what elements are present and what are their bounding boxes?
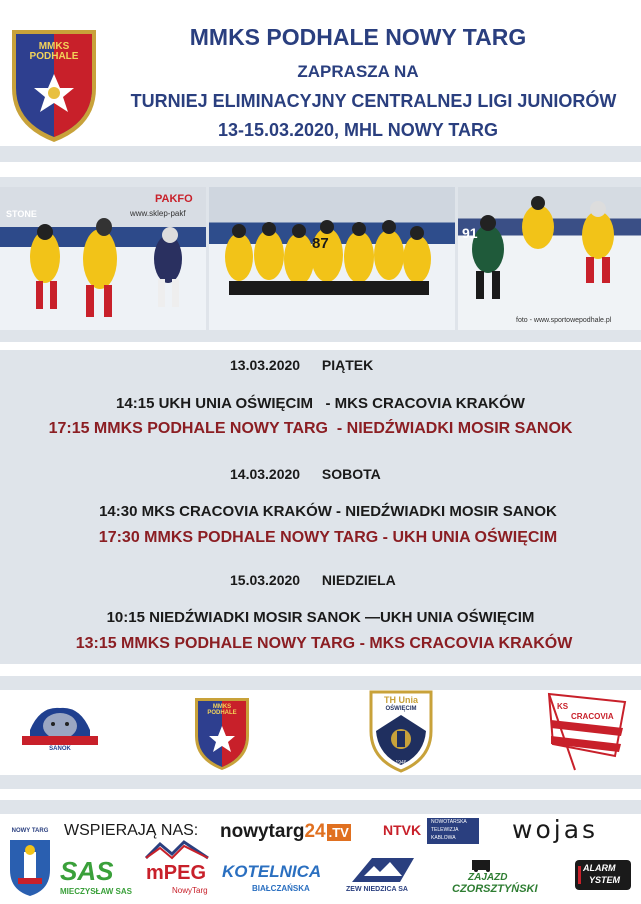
invite-line: ZAPRASZA NA [297, 62, 419, 81]
ntvk-text: KABLOWA [431, 835, 456, 841]
unia-year: 1946 [395, 760, 407, 766]
club-crest [8, 26, 100, 144]
nowytarg24-logo [220, 821, 351, 843]
match-row-highlight: 13:15 MMKS PODHALE NOWY TARG - MKS CRACOVIA KRAKÓW [75, 635, 573, 652]
day-date: 13.03.2020 [230, 357, 301, 373]
unia-city: OŚWIĘCIM [385, 706, 417, 712]
page-title: MMKS PODHALE NOWY TARG [189, 24, 527, 50]
zajazd-name: ZAJAZD [468, 872, 508, 883]
cracovia-ks: KS [557, 702, 569, 711]
photo-caption: foto - www.sportowepodhale.pl [516, 317, 612, 324]
day-name: PIĄTEK [321, 357, 374, 373]
sponsors-heading: WSPIERAJĄ NAS: [64, 822, 199, 839]
sanok-label: SANOK [49, 746, 71, 752]
match-row-highlight: 17:30 MMKS PODHALE NOWY TARG - UKH UNIA OŚWIĘCIM [98, 529, 558, 546]
podhale-logo-label: MMKS PODHALE [207, 704, 237, 716]
zew-logo [346, 854, 420, 898]
unia-label: TH Unia [383, 695, 418, 705]
ntvk-text: NOWOTARSKA [431, 819, 467, 825]
teams-band-top [0, 676, 641, 690]
ntvk-mark: NTVK [383, 822, 422, 838]
day-heading [230, 572, 396, 588]
photo-center [209, 187, 455, 330]
day-date: 14.03.2020 [230, 466, 301, 482]
day-name: NIEDZIELA [321, 572, 396, 588]
banner-text: PAKFO [155, 193, 193, 205]
unia-logo [368, 689, 434, 773]
kotelnica-sub: BIAŁCZAŃSKA [252, 884, 310, 893]
sas-logo [60, 856, 136, 896]
sas-sub: MIECZYSŁAW SAS [60, 887, 133, 896]
day-date: 15.03.2020 [230, 572, 301, 588]
cracovia-logo [545, 690, 631, 772]
alarm-text: YSTEM [589, 875, 621, 885]
mpeg-mark: mPEG [146, 862, 207, 884]
nowytarg24-a: nowytarg [220, 821, 305, 842]
zajazd-logo [442, 856, 538, 900]
tournament-name: TURNIEJ ELIMINACYJNY CENTRALNEJ LIGI JUNIORÓW [130, 91, 617, 111]
photo-right [458, 187, 641, 330]
nowy-targ-crest [6, 828, 54, 900]
alarm-system-logo [575, 860, 631, 890]
sponsors-band [0, 800, 641, 814]
sanok-logo [20, 700, 100, 756]
tournament-dates: 13-15.03.2020, MHL NOWY TARG [217, 120, 499, 140]
banner-text: STONE [6, 209, 37, 219]
nowytarg24-b: 24 [304, 821, 326, 842]
jersey-number: 87 [312, 235, 329, 252]
day-heading [230, 466, 381, 482]
mpeg-sub: NowyTarg [172, 886, 208, 895]
ntvk-text: TELEWIZJA [431, 827, 459, 833]
header-divider-band [0, 146, 641, 162]
teams-band-bottom [0, 775, 641, 789]
ntvk-logo [383, 818, 479, 844]
jersey-number: 91 [462, 225, 478, 241]
alarm-text: ALARM [583, 863, 616, 873]
sas-mark: SAS [60, 856, 114, 886]
wojas-logo: wojas [512, 815, 599, 844]
mpeg-logo [144, 840, 210, 898]
kotelnica-logo [222, 862, 330, 896]
alarm-accent [578, 866, 581, 884]
photo-left [0, 187, 206, 330]
match-row: 10:15 NIEDŹWIADKI MOSIR SANOK —UKH UNIA OŚWIĘCIM [106, 609, 535, 626]
nowytarg24-c: .TV [328, 825, 349, 840]
cracovia-label: CRACOVIA [571, 712, 614, 721]
day-heading [230, 357, 373, 373]
match-row-highlight: 17:15 MMKS PODHALE NOWY TARG - NIEDŹWIADKI MOSIR SANOK [48, 420, 573, 437]
kotelnica-mark: KOTELNICA [222, 862, 322, 881]
match-row: 14:30 MKS CRACOVIA KRAKÓW - NIEDŹWIADKI MOSIR SANOK [99, 503, 557, 520]
zajazd-name: CZORSZTYŃSKI [452, 883, 538, 895]
banner-text: www.sklep-pakf [130, 209, 186, 218]
zew-label: ZEW NIEDZICA SA [346, 886, 408, 893]
nowy-targ-label: NOWY TARG [11, 828, 49, 834]
day-name: SOBOTA [321, 466, 381, 482]
podhale-logo [193, 696, 251, 772]
match-row: 14:15 UKH UNIA OŚWIĘCIM - MKS CRACOVIA KRAKÓW [116, 395, 525, 412]
club-crest-label: MMKS PODHALE [29, 41, 79, 62]
